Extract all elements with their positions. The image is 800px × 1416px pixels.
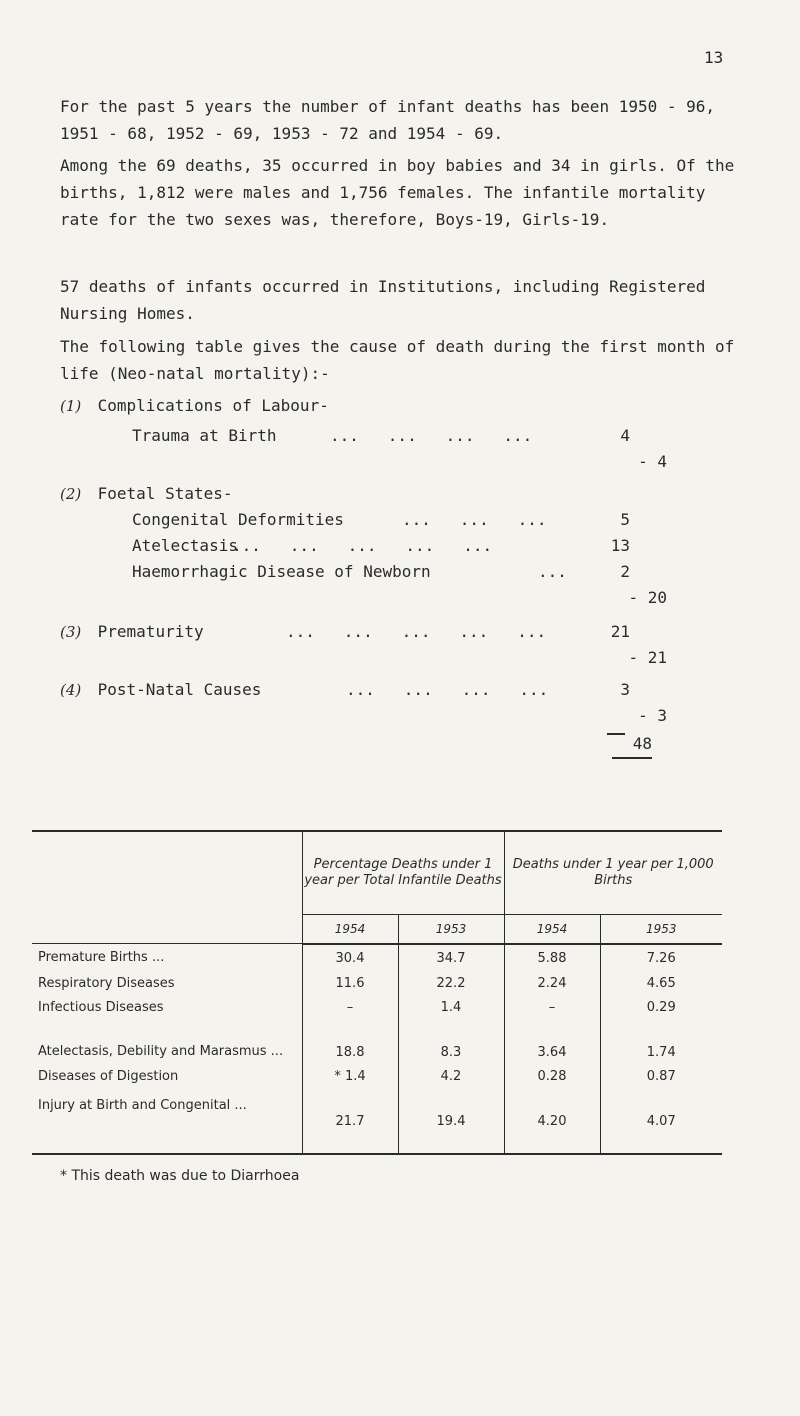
table-row — [32, 1064, 722, 1090]
table-header-blank — [32, 831, 302, 914]
cell-value: 7.26 — [600, 944, 722, 972]
cause-4-value: 3 — [620, 680, 630, 699]
year-row-blank — [32, 914, 302, 944]
table-year-row — [32, 914, 722, 944]
cell-value: – — [504, 996, 600, 1020]
cause-2-item-3 — [132, 559, 431, 585]
cause-3-number: (3) — [60, 623, 82, 641]
cause-3-subtotal: - 21 — [628, 648, 667, 667]
row-label: Atelectasis, Debility and Marasmus ... — [38, 1043, 284, 1059]
table-row — [32, 1020, 722, 1064]
cell-value: 3.64 — [504, 1020, 600, 1064]
header-deaths-per-births: Deaths under 1 year per 1,000 Births — [504, 831, 722, 914]
cell-value: 0.28 — [504, 1064, 600, 1090]
year-header: 1953 — [398, 914, 504, 944]
cause-2-item-1-value: 5 — [620, 510, 630, 529]
cause-4-number: (4) — [60, 681, 82, 699]
paragraph-sex-breakdown: Among the 69 deaths, 35 occurred in boy babies and 34 in girls. Of the births, 1,812 were males and 1,756 females. The infantile mortality rate for the two sexes was, therefore, Boys-19, Girls-19. — [60, 156, 735, 229]
row-label: Injury at Birth and Congenital ... — [32, 1090, 302, 1154]
cause-1-heading — [60, 393, 329, 419]
leader-dots: ... ... ... ... ... — [232, 536, 493, 555]
cause-1-item-label: Trauma at Birth — [132, 426, 277, 445]
cause-2-item-2 — [132, 533, 238, 559]
cause-2-item-3-value: 2 — [620, 562, 630, 581]
row-label: Respiratory Diseases — [38, 975, 175, 991]
cause-3-value: 21 — [610, 622, 630, 641]
cause-2-item-2-value: 13 — [610, 536, 630, 555]
cause-2-item-1-label: Congenital Deformities — [132, 510, 344, 529]
cause-2-item-1 — [132, 507, 344, 533]
header-percentage-deaths: Percentage Deaths under 1 year per Total Infantile Deaths — [302, 831, 504, 914]
row-label: Infectious Diseases — [38, 999, 164, 1015]
cell-value: 18.8 — [302, 1020, 398, 1064]
cell-value: 19.4 — [398, 1090, 504, 1154]
year-header: 1954 — [504, 914, 600, 944]
cause-1-title: Complications of Labour- — [97, 396, 329, 415]
table-header-row — [32, 831, 722, 914]
cause-2-number: (2) — [60, 485, 82, 503]
leader-dots: ... — [538, 562, 567, 581]
cause-2-item-2-label: Atelectasis — [132, 536, 238, 555]
cause-4-heading — [60, 677, 261, 703]
cause-2-item-3-label: Haemorrhagic Disease of Newborn — [132, 562, 431, 581]
cell-value: 30.4 — [302, 944, 398, 972]
table-row — [32, 1090, 722, 1154]
cell-value: 5.88 — [504, 944, 600, 972]
cell-value: 34.7 — [398, 944, 504, 972]
cell-value: 21.7 — [302, 1090, 398, 1154]
cell-value: 2.24 — [504, 972, 600, 996]
mortality-table — [32, 830, 722, 1155]
cell-value: 11.6 — [302, 972, 398, 996]
year-header: 1953 — [600, 914, 722, 944]
cause-2-heading — [60, 481, 233, 507]
table-footnote: * This death was due to Diarrhoea — [60, 1168, 300, 1184]
cell-value: * 1.4 — [302, 1064, 398, 1090]
cause-1-number: (1) — [60, 397, 82, 415]
cell-value: 0.29 — [600, 996, 722, 1020]
cell-value: 4.20 — [504, 1090, 600, 1154]
cause-4-subtotal: - 3 — [638, 706, 667, 725]
paragraph-institutions: 57 deaths of infants occurred in Institutions, including Registered Nursing Homes. — [60, 277, 706, 323]
page-number: 13 — [704, 48, 724, 67]
row-label: Premature Births ... — [38, 949, 165, 965]
cell-value: – — [302, 996, 398, 1020]
row-label: Diseases of Digestion — [38, 1068, 179, 1084]
cause-4-title: Post-Natal Causes — [97, 680, 262, 699]
paragraph-infant-deaths: For the past 5 years the number of infant deaths has been 1950 - 96, 1951 - 68, 1952 - 69, 1953 - 72 and 1954 - 69. — [60, 97, 716, 143]
cell-value: 1.4 — [398, 996, 504, 1020]
cause-2-subtotal: - 20 — [628, 588, 667, 607]
cause-3-title: Prematurity — [97, 622, 204, 641]
cell-value: 4.2 — [398, 1064, 504, 1090]
year-header: 1954 — [302, 914, 398, 944]
leader-dots: ... ... ... ... — [330, 426, 533, 445]
table-row — [32, 972, 722, 996]
grand-total: 48 — [612, 731, 652, 759]
table-row — [32, 944, 722, 972]
cell-value: 0.87 — [600, 1064, 722, 1090]
cell-value: 8.3 — [398, 1020, 504, 1064]
cell-value: 4.65 — [600, 972, 722, 996]
cause-1-subtotal: - 4 — [638, 452, 667, 471]
cause-1-item — [132, 423, 277, 449]
cause-1-value: 4 — [620, 426, 630, 445]
leader-dots: ... ... ... ... — [346, 680, 549, 699]
leader-dots: ... ... ... — [402, 510, 547, 529]
cause-3-heading — [60, 619, 204, 645]
table-row — [32, 996, 722, 1020]
paragraph-table-intro: The following table gives the cause of death during the first month of life (Neo-natal mortality):- — [60, 337, 735, 383]
cell-value: 1.74 — [600, 1020, 722, 1064]
cell-value: 22.2 — [398, 972, 504, 996]
leader-dots: ... ... ... ... ... — [286, 622, 547, 641]
cell-value: 4.07 — [600, 1090, 722, 1154]
cause-2-title: Foetal States- — [97, 484, 233, 503]
